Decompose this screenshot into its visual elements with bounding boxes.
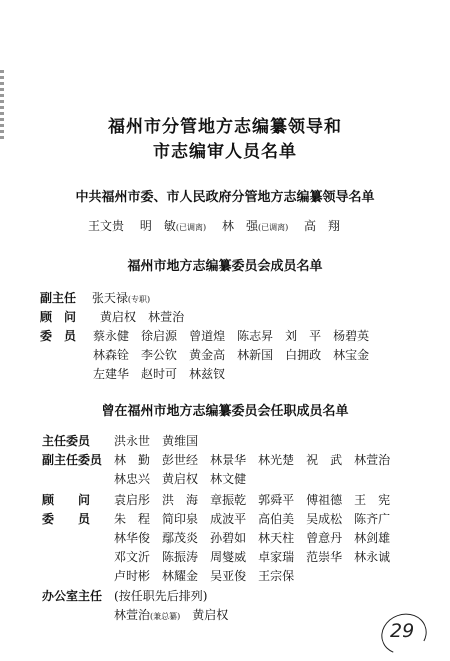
former-adviser-names — [114, 491, 390, 508]
member-name: 李公钦 — [141, 348, 178, 362]
former-member-row1 — [114, 510, 390, 527]
member-name: 曾意丹 — [306, 531, 343, 545]
member-name: 周燮威 — [210, 550, 247, 564]
member-name: 黄启权 — [192, 608, 229, 622]
member-name: 高伯美 — [258, 512, 295, 526]
member-name: 曾道煌 — [189, 329, 226, 343]
member-name: 陈志昇 — [237, 329, 274, 343]
page-number: 29 — [390, 620, 415, 642]
member-name: 陈振涛 — [162, 550, 199, 564]
member-name: 王 宪 — [354, 493, 391, 507]
member-name: 卢时彬 — [114, 569, 151, 583]
member-name: 黄启权 — [162, 472, 199, 486]
member-name: 吴亚俊 — [210, 569, 247, 583]
member-name: 林天柱 — [258, 531, 295, 545]
role-label: 副主任委员 — [42, 453, 103, 467]
former-member-row3 — [114, 548, 390, 565]
member-name: 彭世经 — [162, 453, 199, 467]
member-name: 林萱治 — [148, 310, 185, 324]
member-name: 林兹钗 — [189, 367, 226, 381]
member-name: 林文健 — [210, 472, 247, 486]
member-name: 林萱治 — [114, 608, 151, 622]
member-name: 林永诚 — [354, 550, 391, 564]
role-label: 顾 问 — [42, 493, 91, 507]
leader-name: 明 敏 — [139, 219, 176, 233]
role-label: 委 员 — [40, 329, 77, 343]
leader-note: (已调离) — [175, 223, 207, 232]
member-name: 朱 程 — [114, 512, 151, 526]
member-name: 左建华 — [93, 367, 130, 381]
member-name: 洪永世 — [114, 434, 151, 448]
member-name: 成波平 — [210, 512, 247, 526]
member-name: 白拥政 — [285, 348, 322, 362]
member-name: 黄启权 — [100, 310, 137, 324]
member-name: 林华俊 — [114, 531, 151, 545]
member-name: 林萱治 — [354, 453, 391, 467]
member-name: 刘 平 — [285, 329, 322, 343]
member-name: 邓文沂 — [114, 550, 151, 564]
member-name: 赵时可 — [141, 367, 178, 381]
former-vice-row2 — [114, 470, 246, 487]
member-name: 林忠兴 — [114, 472, 151, 486]
member-note: (专职) — [127, 295, 151, 304]
member-name: 陈齐广 — [354, 512, 391, 526]
page-title-line1: 福州市分管地方志编纂领导和 — [108, 117, 342, 137]
former-heading: 曾在福州市地方志编纂委员会任职成员名单 — [101, 404, 349, 419]
member-name: 林宝金 — [333, 348, 370, 362]
office-row — [42, 587, 207, 604]
member-name: 张天禄 — [91, 291, 128, 305]
committee-member-row2 — [93, 346, 369, 363]
member-name: 林景华 — [210, 453, 247, 467]
page-title-line2: 市志编审人员名单 — [153, 142, 297, 162]
member-name: 孙碧如 — [210, 531, 247, 545]
member-name: 吴成松 — [306, 512, 343, 526]
role-label: 办公室主任 — [42, 589, 103, 603]
committee-member-row3 — [93, 365, 225, 382]
member-name: 祝 武 — [306, 453, 343, 467]
member-name: 林剑雄 — [354, 531, 391, 545]
former-vice-row1 — [114, 451, 390, 468]
member-name: 林 勤 — [114, 453, 151, 467]
member-name: 黄维国 — [162, 434, 199, 448]
office-note: (按任职先后排列) — [114, 589, 208, 603]
leaders-heading: 中共福州市委、市人民政府分管地方志编纂领导名单 — [75, 190, 375, 205]
member-name: 林光楚 — [258, 453, 295, 467]
committee-heading: 福州市地方志编纂委员会成员名单 — [127, 259, 323, 274]
member-name: 鄢茂炎 — [162, 531, 199, 545]
role-label: 副主任 — [40, 291, 77, 305]
member-name: 简印泉 — [162, 512, 199, 526]
office-names — [114, 606, 228, 623]
role-label: 主任委员 — [42, 434, 91, 448]
member-name: 郭舜平 — [258, 493, 295, 507]
leader-name: 林 强 — [221, 219, 258, 233]
member-name: 卓家瑞 — [258, 550, 295, 564]
member-name: 洪 海 — [162, 493, 199, 507]
committee-vice-row — [40, 289, 150, 306]
member-name: 章振乾 — [210, 493, 247, 507]
former-director-row — [42, 432, 198, 449]
member-name: 林森铨 — [93, 348, 130, 362]
member-name: 王宗保 — [258, 569, 295, 583]
leader-name: 高 翔 — [304, 219, 341, 233]
role-label: 顾 问 — [40, 310, 77, 324]
member-name: 蔡永健 — [93, 329, 130, 343]
member-name: 杨碧英 — [333, 329, 370, 343]
member-name: 范崇华 — [306, 550, 343, 564]
member-name: 徐启源 — [141, 329, 178, 343]
former-member-row4 — [114, 567, 294, 584]
committee-adviser-row — [40, 308, 184, 325]
former-vice-row — [42, 451, 102, 468]
committee-member-row — [40, 327, 76, 344]
role-label: 委 员 — [42, 512, 91, 526]
leaders-names — [88, 217, 340, 234]
member-name: 傅祖德 — [306, 493, 343, 507]
member-name: 林新国 — [237, 348, 274, 362]
committee-member-row1 — [93, 327, 369, 344]
leader-note: (已调离) — [257, 223, 289, 232]
member-name: 袁启彤 — [114, 493, 151, 507]
member-name: 林耀金 — [162, 569, 199, 583]
former-adviser-row — [42, 491, 90, 508]
former-member-row — [42, 510, 90, 527]
member-name: 黄金高 — [189, 348, 226, 362]
leader-name: 王文贵 — [88, 219, 125, 233]
member-note: (兼总纂) — [150, 612, 181, 621]
former-member-row2 — [114, 529, 390, 546]
